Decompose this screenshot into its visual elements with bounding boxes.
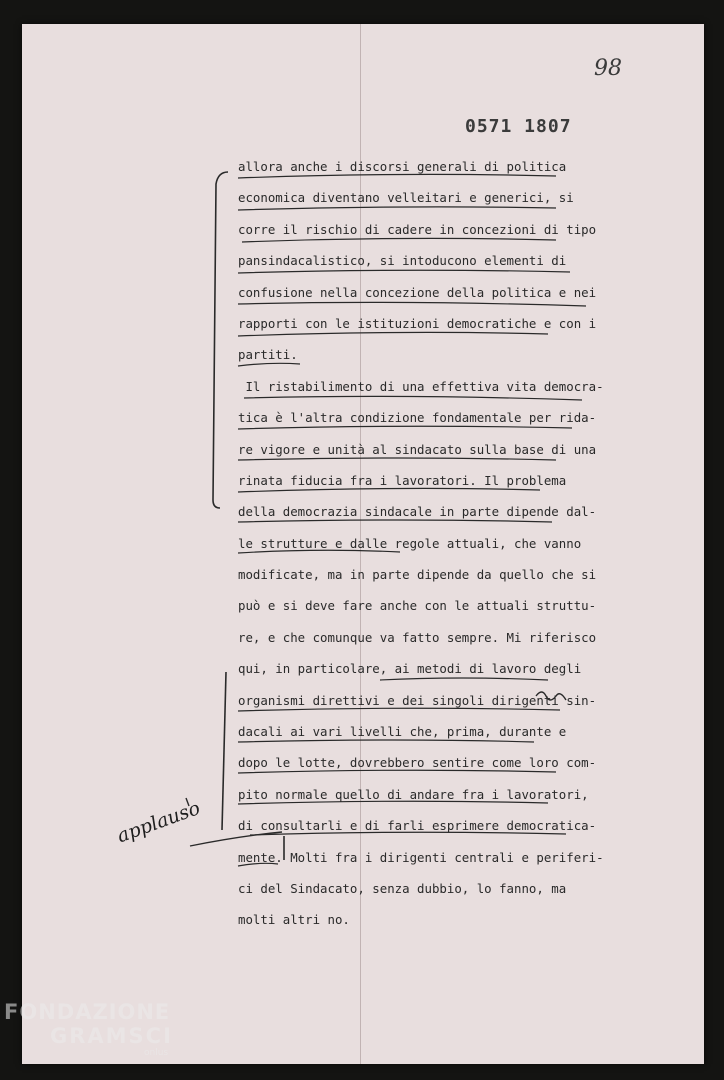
text-line: mente. Molti fra i dirigenti centrali e periferi- [238,849,604,865]
handwritten-margin-note: applauso [114,797,204,848]
text-line: pito normale quello di andare fra i lavoratori, [238,786,589,802]
text-line: rinata fiducia fra i lavoratori. Il problema [238,472,567,488]
fondazione-gramsci-watermark [4,1000,173,1058]
text-line: economica diventano velleitari e generici, si [238,190,574,206]
watermark-line1: FONDAZIONE [4,1000,171,1024]
text-line: dopo le lotte, dovrebbero sentire come loro com- [238,755,597,771]
text-line: modificate, ma in parte dipende da quello che si [238,567,597,583]
typed-text-body [238,151,604,936]
text-line: qui, in particolare, ai metodi di lavoro degli [238,661,582,677]
text-line: dacali ai vari livelli che, prima, durante e [238,724,567,740]
text-line: può e si deve fare anche con le attuali struttu- [238,598,597,614]
text-line: pansindacalistico, si intoducono elementi di [238,253,567,269]
text-line: rapporti con le istituzioni democratiche e con i [238,315,597,331]
text-line: re vigore e unità al sindacato sulla base di una [238,441,597,457]
watermark-line2: GRAMSCI [50,1024,173,1048]
text-line: della democrazia sindacale in parte dipende dal- [238,504,597,520]
text-line: le strutture e dalle regole attuali, che vanno [238,535,582,551]
text-line: tica è l'altra condizione fondamentale per rida- [238,410,597,426]
text-line: ci del Sindacato, senza dubbio, lo fanno, ma [238,880,567,896]
document-page [22,24,704,1064]
text-line: di consultarli e di farli esprimere democratica- [238,818,597,834]
text-line: organismi direttivi e dei singoli dirigenti sin- [238,692,597,708]
text-line: allora anche i discorsi generali di politica [238,159,567,174]
text-line: molti altri no. [238,912,350,928]
handwritten-page-number: 98 [594,56,622,81]
watermark-sub: onlus [144,1048,169,1058]
archive-number: 0571 1807 [465,116,572,137]
text-line: partiti. [238,347,298,363]
text-line: Il ristabilimento di una effettiva vita democra- [238,378,604,394]
text-line: corre il rischio di cadere in concezioni di tipo [238,221,597,237]
text-line: re, e che comunque va fatto sempre. Mi riferisco [238,629,597,645]
text-line: confusione nella concezione della politica e nei [238,284,597,300]
